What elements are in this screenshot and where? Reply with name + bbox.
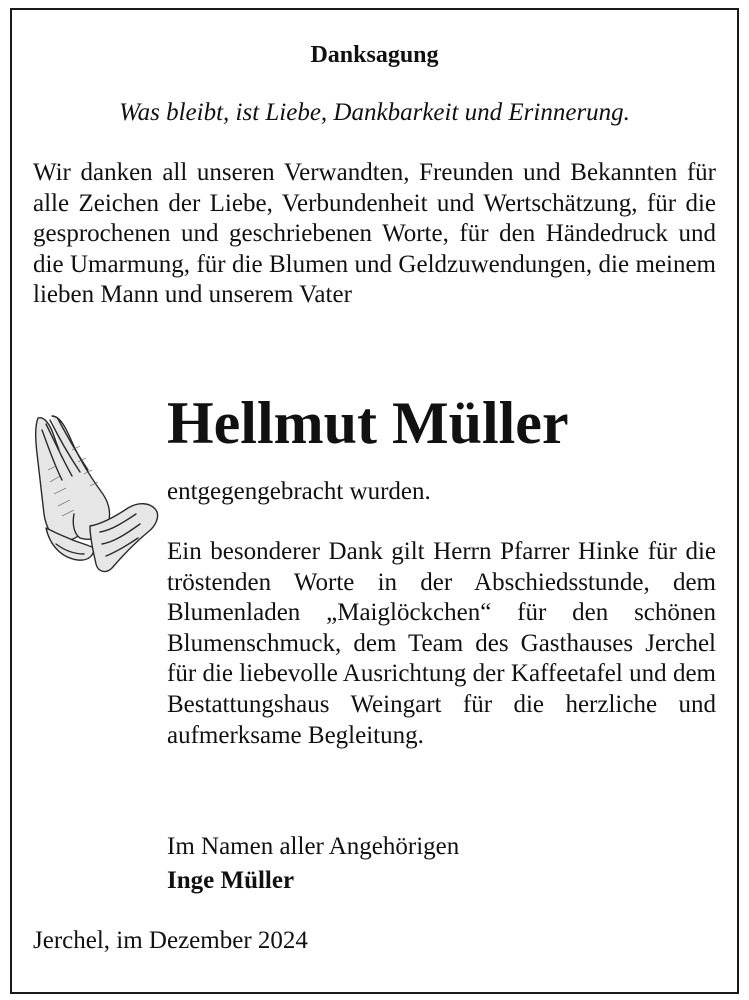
notice-heading: Danksagung xyxy=(310,42,439,68)
intro-paragraph: Wir danken all unseren Verwandten, Freunden und Bekannten für alle Zeichen der Liebe, Verbundenheit und Wertschätzung, für die gesprochenen und geschriebenen Worte, für den Händedruck und die Umarmung, für die Blumen und Geldzuwendungen, die meinem lieben Mann und unserem Vater xyxy=(33,159,716,309)
notice-motto: Was bleibt, ist Liebe, Dankbarkeit und Erinnerung. xyxy=(119,99,630,126)
special-thanks-paragraph: Ein besonderer Dank gilt Herrn Pfarrer Hinke für die tröstenden Worte in der Abschiedsstunde, dem Blumenladen „Maiglöckchen“ für den schönen Blumenschmuck, dem Team des Gasthauses Jerchel für die liebevolle Ausrichtung der Kaffeetafel und dem Bestattungshaus Weingart für die herzliche und aufmerksame Begleitung. xyxy=(167,538,716,749)
signer-name: Inge Müller xyxy=(167,867,295,894)
deceased-name: Hellmut Müller xyxy=(167,390,569,456)
after-name-text: entgegengebracht wurden. xyxy=(167,478,431,505)
place-date: Jerchel, im Dezember 2024 xyxy=(33,927,308,954)
signoff-line: Im Namen aller Angehörigen xyxy=(167,833,460,860)
praying-hands-icon xyxy=(28,410,168,580)
